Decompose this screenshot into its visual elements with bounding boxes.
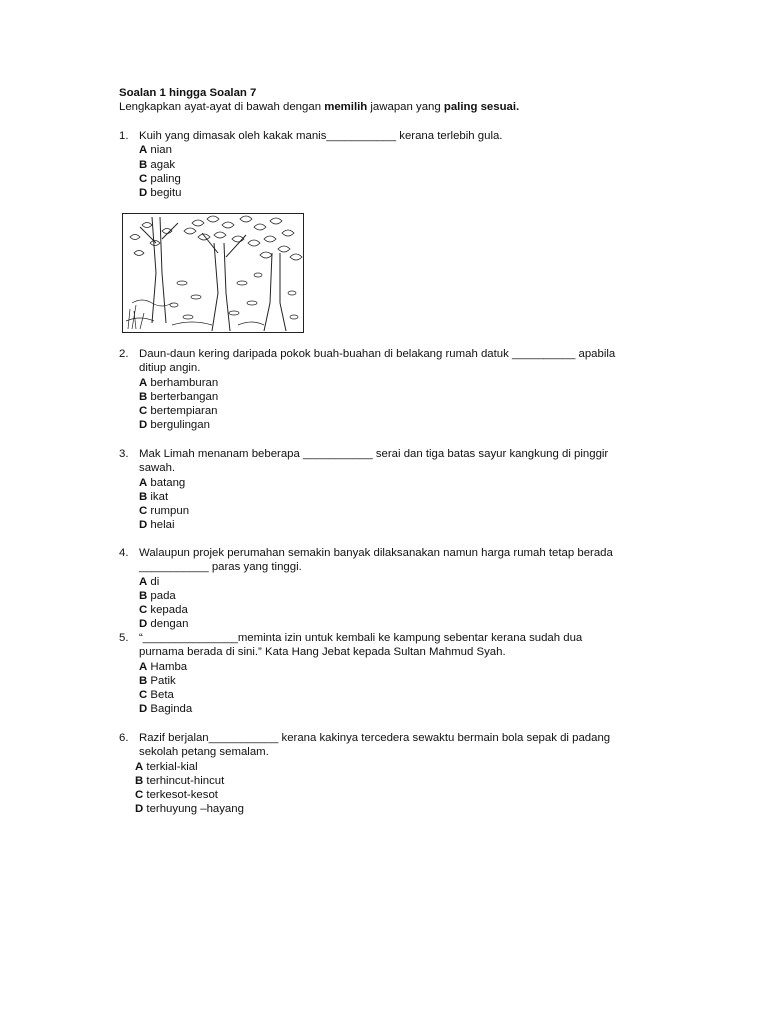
option-c — [135, 788, 679, 802]
forest-illustration — [122, 213, 304, 333]
option-letter: C — [139, 505, 148, 518]
question-text: “_______________meminta izin untuk kembali ke kampung sebentar kerana sudah dua purnama berada di sini.” Kata Hang Jebat kepada Sultan Mahmud Syah. — [139, 632, 583, 659]
question-text: Daun-daun kering daripada pokok buah-buahan di belakang rumah datuk __________ apabila ditiup angin. — [139, 348, 616, 375]
option-letter: C — [139, 405, 148, 418]
option-c — [139, 688, 679, 702]
option-letter: B — [139, 158, 148, 171]
option-text: rumpun — [150, 505, 190, 518]
question-text: Razif berjalan___________ kerana kakinya tercedera sewaktu bermain bola sepak di padang sekolah petang semalam. — [139, 732, 611, 759]
option-c — [139, 172, 679, 186]
option-letter: A — [139, 376, 148, 389]
question-number: 1. — [119, 130, 129, 142]
instruction-bold-1: memilih — [324, 101, 368, 114]
option-a — [139, 143, 679, 157]
option-text: Patik — [150, 674, 176, 687]
option-text: terkial-kial — [146, 760, 198, 773]
option-text: paling — [150, 172, 181, 185]
instruction-text-2: jawapan yang — [367, 101, 444, 114]
question-number: 2. — [119, 348, 129, 360]
option-letter: A — [139, 660, 148, 673]
question-text: Mak Limah menanam beberapa ___________ serai dan tiga batas sayur kangkung di pinggir sawah. — [139, 448, 609, 475]
instruction-bold-2: paling sesuai. — [443, 101, 520, 114]
option-letter: C — [139, 604, 148, 617]
option-text: dengan — [150, 618, 189, 631]
question-text: Kuih yang dimasak oleh kakak manis___________ kerana terlebih gula. — [139, 130, 503, 142]
option-text: berterbangan — [150, 390, 219, 403]
option-c — [139, 404, 679, 418]
question-number: 3. — [119, 448, 129, 460]
option-d — [135, 802, 679, 816]
option-d — [139, 186, 679, 200]
option-letter: B — [139, 674, 148, 687]
option-letter: B — [135, 774, 144, 787]
option-text: berhamburan — [150, 376, 219, 389]
option-letter: C — [139, 689, 148, 702]
option-text: nian — [150, 144, 172, 157]
option-b — [139, 390, 679, 404]
question-4 — [119, 546, 679, 632]
option-text: helai — [150, 519, 175, 532]
option-text: bertempiaran — [150, 405, 218, 418]
option-text: di — [150, 575, 160, 588]
option-d — [139, 418, 679, 432]
question-number: 4. — [119, 547, 129, 559]
option-text: bergulingan — [150, 419, 210, 432]
option-a — [135, 760, 679, 774]
option-c — [139, 603, 679, 617]
section-title: Soalan 1 hingga Soalan 7 — [119, 87, 257, 99]
option-text: batang — [150, 476, 186, 489]
question-number: 5. — [119, 632, 129, 644]
option-letter: D — [139, 618, 148, 631]
instruction-line — [119, 100, 679, 114]
question-text: Walaupun projek perumahan semakin banyak dilaksanakan namun harga rumah tetap berada ___________ paras yang tinggi. — [139, 547, 613, 574]
option-letter: B — [139, 589, 148, 602]
question-number: 6. — [119, 732, 129, 744]
option-letter: C — [139, 172, 148, 185]
option-b — [139, 158, 679, 172]
option-letter: B — [139, 490, 148, 503]
option-letter: A — [135, 760, 144, 773]
option-text: begitu — [150, 187, 182, 200]
option-letter: D — [139, 703, 148, 716]
option-text: pada — [150, 589, 176, 602]
option-letter: D — [139, 187, 148, 200]
question-6 — [119, 731, 679, 817]
question-5 — [119, 631, 679, 717]
option-letter: A — [139, 144, 148, 157]
option-c — [139, 504, 679, 518]
question-3 — [119, 447, 679, 533]
option-a — [139, 476, 679, 490]
instructions-block — [119, 86, 679, 115]
option-text: agak — [150, 158, 176, 171]
option-letter: B — [139, 390, 148, 403]
question-1 — [119, 129, 679, 200]
option-text: kepada — [150, 604, 188, 617]
option-d — [139, 702, 679, 716]
question-2 — [119, 347, 679, 433]
option-text: Beta — [150, 689, 174, 702]
option-b — [135, 774, 679, 788]
option-text: Baginda — [150, 703, 193, 716]
option-a — [139, 660, 679, 674]
option-text: Hamba — [150, 660, 188, 673]
option-text: terkesot-kesot — [146, 789, 218, 802]
option-letter: D — [139, 519, 148, 532]
option-letter: C — [135, 789, 144, 802]
option-b — [139, 490, 679, 504]
option-d — [139, 518, 679, 532]
option-d — [139, 617, 679, 631]
option-letter: A — [139, 575, 148, 588]
instruction-text-1: Lengkapkan ayat-ayat di bawah dengan — [119, 101, 325, 114]
option-letter: A — [139, 476, 148, 489]
option-text: terhincut-hincut — [146, 774, 225, 787]
option-a — [139, 575, 679, 589]
option-b — [139, 589, 679, 603]
option-text: ikat — [150, 490, 169, 503]
option-a — [139, 376, 679, 390]
option-text: terhuyung –hayang — [146, 803, 244, 816]
option-letter: D — [135, 803, 144, 816]
option-b — [139, 674, 679, 688]
option-letter: D — [139, 419, 148, 432]
